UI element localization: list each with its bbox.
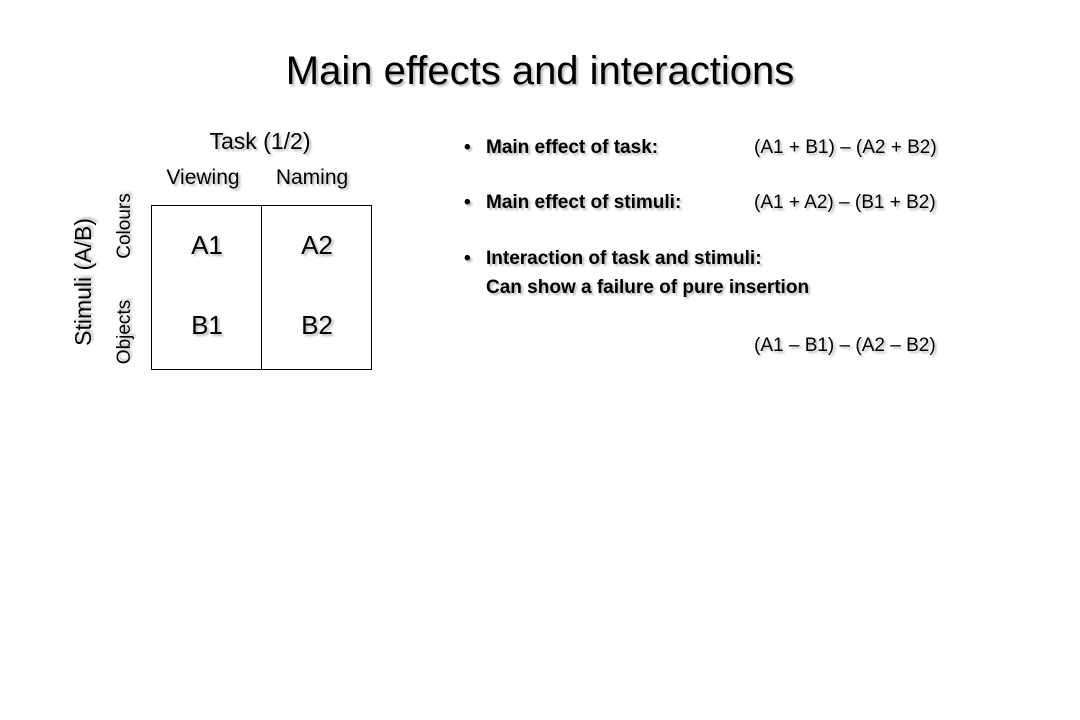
bullet-label: Main effect of stimuli: <box>486 192 682 213</box>
cell-a2: A2 <box>301 230 333 260</box>
bullet-subtext: Can show a failure of pure insertion <box>486 277 810 298</box>
slide-title: Main effects and interactions <box>285 49 795 93</box>
bullet-formula: (A1 + A2) – (B1 + B2) <box>754 192 936 213</box>
bullet-label: Main effect of task: <box>486 137 659 158</box>
bullet-interaction <box>462 248 1062 358</box>
bullet-marker: • <box>464 137 471 158</box>
bullet-formula: (A1 – B1) – (A2 – B2) <box>754 335 936 356</box>
condition-grid <box>151 205 372 370</box>
row-label-objects: Objects <box>114 299 135 365</box>
task-factor-label: Task (1/2) <box>209 128 311 154</box>
cell-b1: B1 <box>191 310 223 340</box>
bullet-marker: • <box>464 192 471 213</box>
column-label-viewing: Viewing <box>166 166 240 189</box>
bullet-label: Interaction of task and stimuli: <box>486 248 762 269</box>
column-label-naming: Naming <box>275 166 349 189</box>
bullet-formula: (A1 + B1) – (A2 + B2) <box>754 137 937 158</box>
stimuli-factor-label: Stimuli (A/B) <box>70 218 96 346</box>
row-label-colours: Colours <box>114 193 135 259</box>
cell-b2: B2 <box>301 310 333 340</box>
bullet-marker: • <box>464 248 471 269</box>
cell-a1: A1 <box>191 230 223 260</box>
